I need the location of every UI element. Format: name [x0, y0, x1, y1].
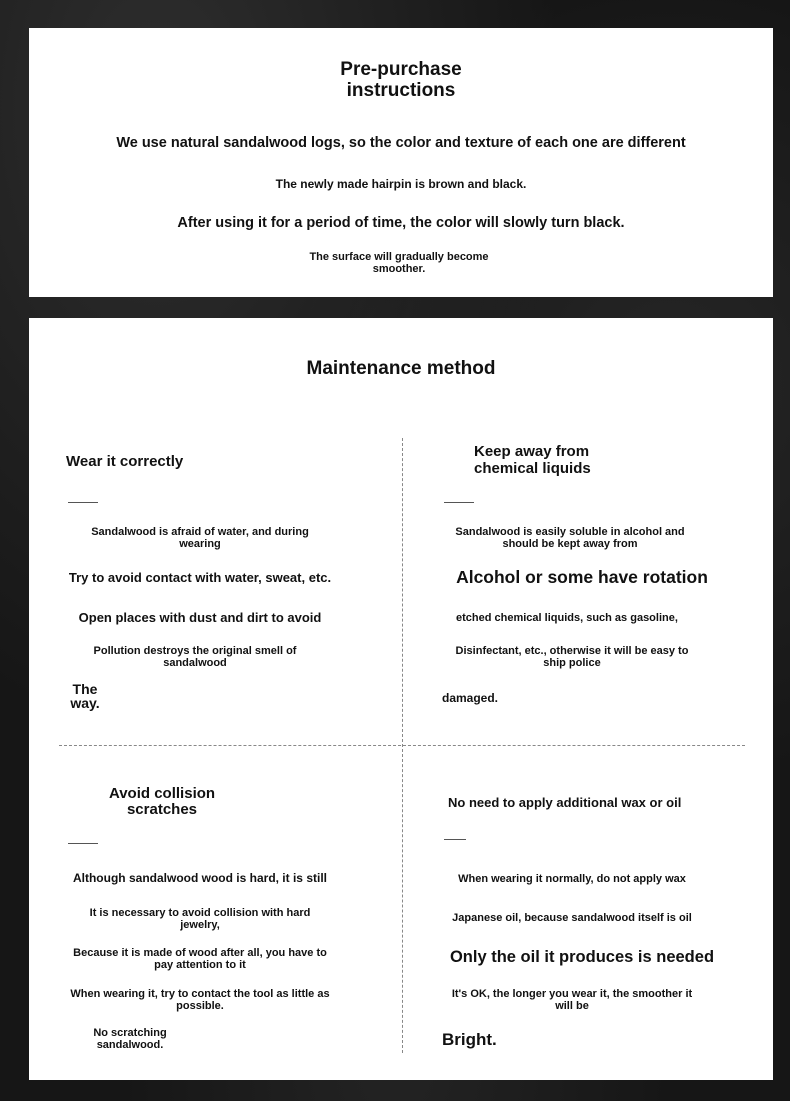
- wax-p1: When wearing it normally, do not apply wax: [458, 873, 686, 885]
- wax-heading: No need to apply additional wax or oil: [448, 795, 682, 810]
- collision-heading: Avoid collision scratches: [108, 785, 216, 818]
- wear-p4: Pollution destroys the original smell of sandalwood: [93, 645, 297, 669]
- pre-purchase-line-3: After using it for a period of time, the color will slowly turn black.: [177, 215, 625, 231]
- collision-p4: When wearing it, try to contact the tool as little as possible.: [70, 988, 330, 1012]
- chemical-heading: Keep away from chemical liquids: [474, 443, 591, 477]
- horizontal-divider: [59, 745, 745, 746]
- maintenance-panel: [29, 318, 773, 1080]
- pre-purchase-line-1: We use natural sandalwood logs, so the color and texture of each one are different: [116, 135, 686, 151]
- collision-p5: No scratching sandalwood.: [93, 1027, 167, 1051]
- wear-heading: Wear it correctly: [66, 453, 184, 470]
- title-line-1: Pre-purchase: [340, 59, 462, 80]
- pre-purchase-panel: [29, 28, 773, 297]
- wax-p5: Bright.: [442, 1030, 497, 1049]
- pre-purchase-title: [29, 59, 773, 101]
- maintenance-title: Maintenance method: [306, 358, 496, 379]
- wear-underline: [68, 502, 98, 503]
- wear-p5: The way.: [70, 681, 100, 711]
- chemical-underline: [444, 502, 474, 503]
- wax-p3: Only the oil it produces is needed: [449, 948, 715, 966]
- wax-p2: Japanese oil, because sandalwood itself is oil: [452, 912, 692, 924]
- chemical-p4: Disinfectant, etc., otherwise it will be easy to ship police: [455, 645, 689, 669]
- collision-p2: It is necessary to avoid collision with hard jewelry,: [89, 907, 311, 931]
- wear-p3: Open places with dust and dirt to avoid: [78, 610, 322, 625]
- collision-p3: Because it is made of wood after all, you have to pay attention to it: [73, 947, 327, 971]
- wax-underline: [444, 839, 466, 840]
- pre-purchase-line-4: The surface will gradually become smoother.: [309, 251, 489, 275]
- wear-p1: Sandalwood is afraid of water, and during wearing: [91, 526, 309, 550]
- collision-underline: [68, 843, 98, 844]
- pre-purchase-line-2: The newly made hairpin is brown and black.: [275, 177, 527, 191]
- chemical-p2: Alcohol or some have rotation: [456, 567, 708, 587]
- wax-p4: It's OK, the longer you wear it, the smoother it will be: [451, 988, 693, 1012]
- chemical-p5: damaged.: [442, 691, 499, 705]
- chemical-p3: etched chemical liquids, such as gasoline,: [456, 612, 678, 624]
- title-line-2: instructions: [346, 80, 456, 101]
- chemical-p1: Sandalwood is easily soluble in alcohol and should be kept away from: [455, 526, 685, 550]
- collision-p1: Although sandalwood wood is hard, it is still: [72, 871, 327, 885]
- wear-p2: Try to avoid contact with water, sweat, etc.: [68, 570, 332, 585]
